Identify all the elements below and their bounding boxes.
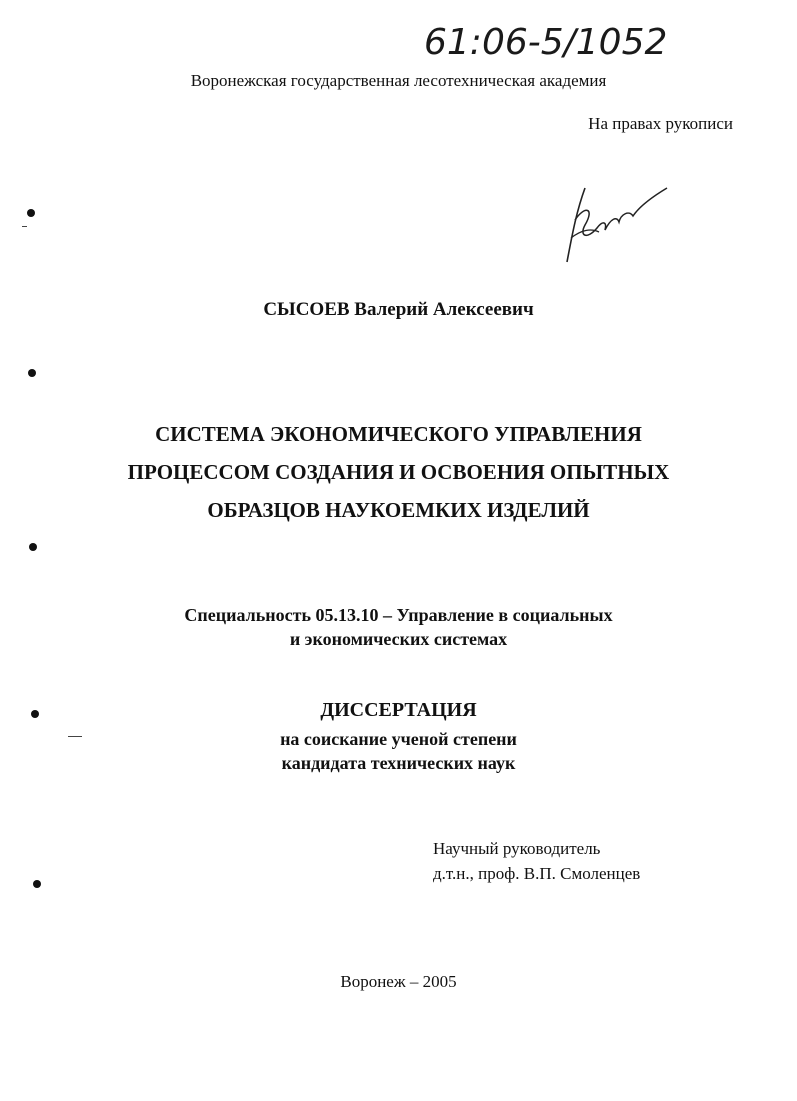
dissertation-title — [0, 415, 797, 529]
supervisor-line: д.т.н., проф. В.П. Смоленцев — [433, 864, 641, 883]
binding-dot — [27, 209, 35, 217]
manuscript-note: На правах рукописи — [588, 114, 733, 133]
specialty-line: Специальность 05.13.10 – Управление в социальных — [184, 605, 613, 625]
binding-dot — [28, 369, 36, 377]
supervisor-info — [433, 836, 773, 886]
scan-speck — [68, 736, 82, 737]
city-year: Воронеж – 2005 — [340, 972, 457, 991]
title-line: ОБРАЗЦОВ НАУКОЕМКИХ ИЗДЕЛИЙ — [207, 498, 590, 522]
institution-name: Воронежская государственная лесотехническая академия — [190, 71, 607, 90]
binding-dot — [31, 710, 39, 718]
binding-dot — [29, 543, 37, 551]
degree-line: на соискание ученой степени — [280, 729, 517, 749]
archive-number-handwritten — [420, 14, 680, 64]
supervisor-line: Научный руководитель — [433, 839, 601, 858]
degree-line: кандидата технических наук — [281, 753, 516, 773]
dissertation-label: ДИССЕРТАЦИЯ — [320, 699, 477, 721]
author-name: СЫСОЕВ Валерий Алексеевич — [263, 299, 534, 320]
title-line: ПРОЦЕССОМ СОЗДАНИЯ И ОСВОЕНИЯ ОПЫТНЫХ — [127, 460, 670, 484]
specialty — [0, 603, 797, 651]
degree-info — [0, 727, 797, 775]
scan-speck — [22, 226, 27, 227]
title-line: СИСТЕМА ЭКОНОМИЧЕСКОГО УПРАВЛЕНИЯ — [155, 422, 642, 446]
signature-mark — [555, 170, 675, 270]
specialty-line: и экономических системах — [289, 629, 508, 649]
binding-dot — [33, 880, 41, 888]
archive-number-text: 61:06-5/1052 — [424, 22, 668, 63]
